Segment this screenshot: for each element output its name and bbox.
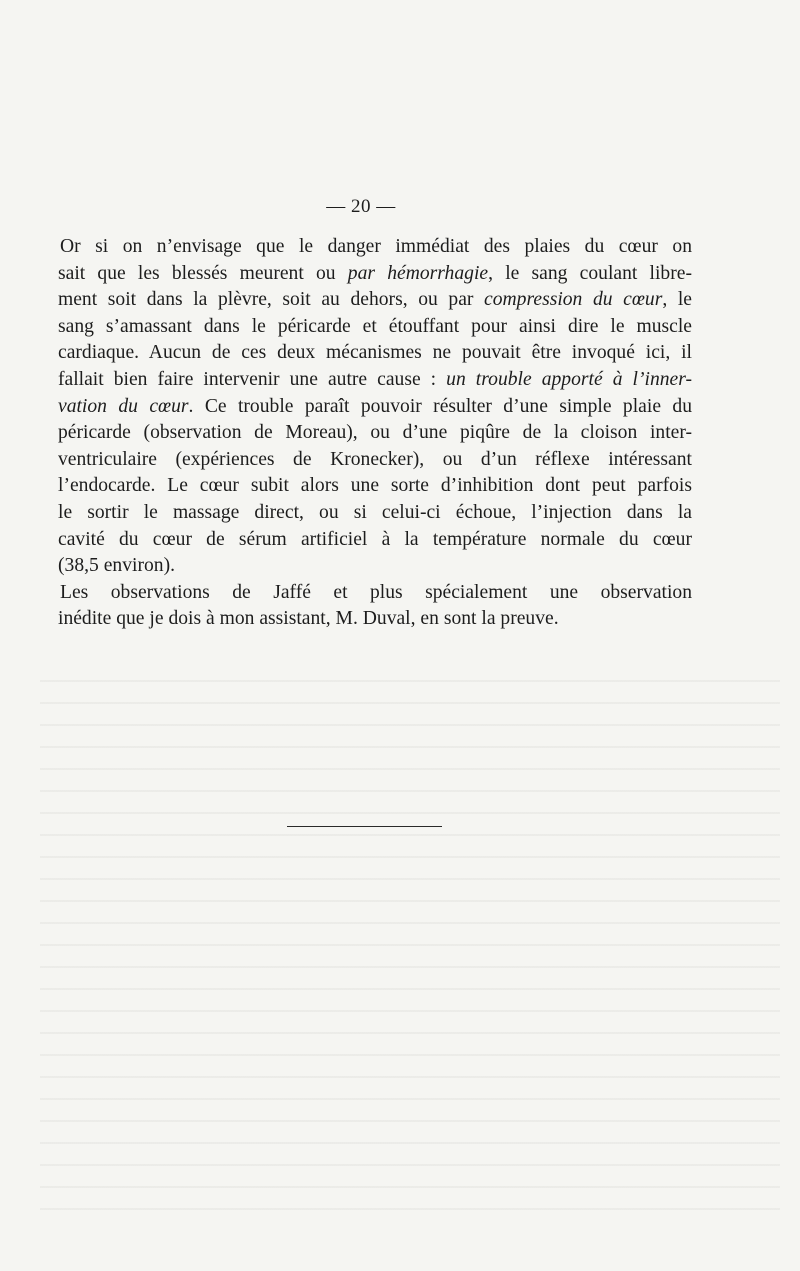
text-run: sait que les blessés meurent ou — [58, 262, 348, 284]
text-run: inédite que je dois à mon assistant, M. Duval, en sont la preuve. — [58, 608, 559, 630]
text-run: fallait bien faire intervenir une autre cause : — [58, 368, 447, 390]
body-text — [58, 234, 692, 633]
text-line — [58, 261, 692, 288]
page-number: — 20 — — [326, 196, 396, 217]
text-line — [58, 606, 692, 633]
text-line — [58, 420, 692, 447]
text-run: péricarde (observation de Moreau), ou d’une piqûre de la cloison inter- — [58, 422, 692, 444]
text-run: , le — [662, 289, 693, 311]
text-run: , le sang coulant libre- — [488, 262, 692, 284]
text-line — [58, 527, 692, 554]
text-line — [58, 340, 692, 367]
text-line — [58, 367, 692, 394]
text-line — [58, 287, 692, 314]
text-line — [58, 500, 692, 527]
text-run: ventriculaire (expériences de Kronecker), ou d’un réflexe intéressant — [58, 448, 692, 470]
text-run: cavité du cœur de sérum artificiel à la température normale du cœur — [58, 528, 692, 550]
text-line — [58, 234, 692, 261]
text-run: cardiaque. Aucun de ces deux mécanismes ne pouvait être invoqué ici, il — [58, 342, 692, 364]
show-through-texture — [40, 660, 780, 1220]
text-line — [58, 580, 692, 607]
paragraph — [58, 580, 692, 633]
italic-phrase: un trouble apporté à l’inner- — [446, 368, 692, 390]
text-line — [58, 473, 692, 500]
italic-phrase: vation du cœur — [58, 395, 189, 417]
text-run: sang s’amassant dans le péricarde et étouffant pour ainsi dire le muscle — [58, 315, 692, 337]
text-line — [58, 394, 692, 421]
text-run: l’endocarde. Le cœur subit alors une sorte d’inhibition dont peut parfois — [58, 475, 692, 497]
text-run: ment soit dans la plèvre, soit au dehors, ou par — [58, 289, 485, 311]
text-line — [58, 553, 692, 580]
italic-phrase: compression du cœur — [484, 289, 663, 311]
italic-phrase: par hémorrhagie — [347, 262, 489, 284]
text-line — [58, 447, 692, 474]
text-run: . Ce trouble paraît pouvoir résulter d’une simple plaie du — [188, 395, 692, 417]
text-run: (38,5 environ). — [58, 555, 175, 577]
paragraph — [58, 234, 692, 580]
text-run: Les observations de Jaffé et plus spécialement une observation — [60, 581, 692, 603]
text-line — [58, 314, 692, 341]
text-run: Or si on n’envisage que le danger immédiat des plaies du cœur on — [60, 236, 692, 257]
text-run: le sortir le massage direct, ou si celui-ci échoue, l’injection dans la — [58, 501, 692, 523]
section-divider-rule — [287, 826, 442, 827]
